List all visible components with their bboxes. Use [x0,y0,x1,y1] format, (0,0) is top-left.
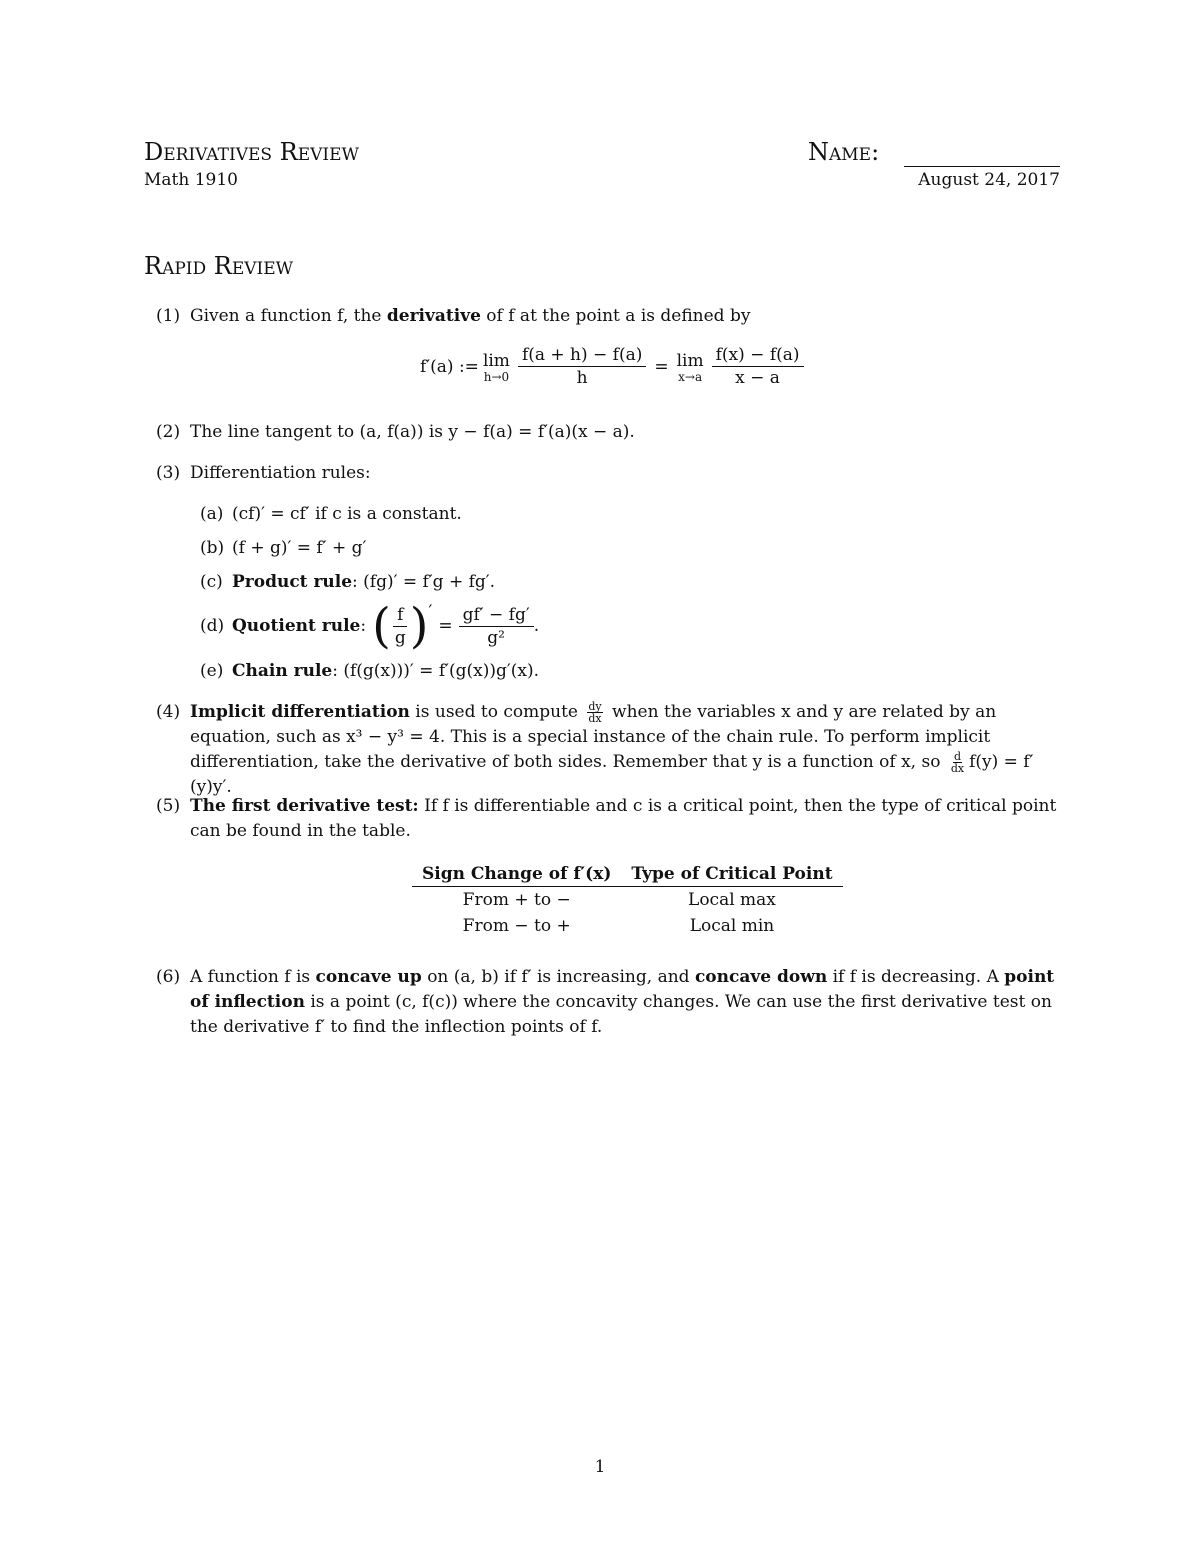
table-header: Type of Critical Point [621,862,842,887]
table-header: Sign Change of f′(x) [412,862,621,887]
numerator: gf′ − fg′ [459,604,534,627]
rule-name: Quotient rule [232,615,361,636]
item-text: f(y) = f′(y)y′. [190,752,1034,797]
list-item-5 [156,794,1062,844]
equals-sign: = [654,356,669,377]
rule-label: (e) [200,661,224,681]
lim-text: lim [482,350,510,371]
item-text: is used to compute [409,702,584,722]
limit-x [677,351,704,383]
list-item-3 [156,461,1062,486]
numerator: f [393,604,407,627]
list-item-1 [156,304,1062,329]
lim-subscript: h→0 [483,369,510,384]
rule-name: Product rule [232,572,353,592]
item-number: (5) [156,796,181,816]
dy-dx-fraction [587,701,602,724]
name-blank-line[interactable] [904,166,1060,167]
rule-a [200,502,462,527]
numerator: f(a + h) − f(a) [518,344,646,367]
item-text: if f is decreasing. A [827,967,1005,987]
fraction-1 [518,344,646,389]
fraction-f-over-g [391,604,410,649]
rule-label: (b) [200,538,225,558]
limit-h [483,351,510,383]
item-text: Differentiation rules: [190,463,371,483]
prime-mark: ′ [428,602,433,622]
lim-text: lim [676,350,704,371]
rule-text: : (fg)′ = f′g + fg′. [352,572,496,592]
item-number: (1) [156,306,181,326]
fraction-2 [712,344,804,389]
denominator: h [576,368,588,388]
rule-label: (d) [200,615,225,636]
denominator: dx [950,762,965,775]
table-row [412,887,843,914]
document-title: Derivatives Review [144,138,360,166]
critical-point-table [412,862,843,939]
numerator: f(x) − f(a) [712,344,804,367]
table-row [412,913,843,939]
item-number: (6) [156,967,181,987]
lim-subscript: x→a [678,369,703,384]
list-item-2 [156,420,1062,445]
rule-text: (cf)′ = cf′ if c is a constant. [232,504,462,524]
list-item-4 [156,700,1062,800]
item-number: (3) [156,463,181,483]
numerator: dy [588,700,602,713]
denominator: g² [487,627,505,648]
item-text: is a point (c, f(c)) where the concavity changes. We can use the first derivative test on the derivative f′ to find the inflection points of f. [190,992,1052,1037]
rule-d [200,598,539,654]
rule-b [200,536,366,561]
fraction-quotient [459,604,534,649]
name-label: Name: [808,138,880,166]
item-text: The line tangent to (a, f(a)) is y − f(a) = f′(a)(x − a). [190,422,635,442]
left-paren: ( [372,598,391,654]
bold-term: point of inflection [190,967,1055,1012]
item-text: on (a, b) if f′ is increasing, and [421,967,695,987]
d-dx-fraction [950,751,965,774]
table-cell: From − to + [462,916,571,936]
equals-sign: = [438,615,453,636]
item-text: If f is differentiable and c is a critical point, then the type of critical point can be found in the table. [190,796,1057,841]
rule-label: (c) [200,572,223,592]
table-header-row [412,862,843,887]
denominator: dx [588,712,602,725]
item-text: A function f is [190,967,316,987]
bold-term: The first derivative test: [190,796,419,816]
item-text: Given a function f, the [190,306,387,326]
rule-colon: : [360,615,367,636]
period: . [533,615,540,636]
rule-e [200,659,539,684]
bold-term: derivative [386,306,481,326]
right-paren: ) [409,598,429,654]
page-number: 1 [594,1457,606,1477]
item-text: of f at the point a is defined by [480,306,751,326]
course-label: Math 1910 [144,170,238,190]
table-cell: From + to − [462,890,571,910]
item-text: when the variables x and y are related by an equation, such as x³ − y³ = 4. This is a special instance of the chain rule. To perform implicit differentiation, take the derivative of both sides. Remember that y is a function of x, so [190,702,997,772]
rule-text: : (f(g(x)))′ = f′(g(x))g′(x). [332,661,539,681]
rule-name: Chain rule [232,661,333,681]
denominator: x − a [735,368,780,388]
bold-term: concave up [315,967,422,987]
rule-label: (a) [200,504,224,524]
numerator: d [953,750,961,763]
item-number: (4) [156,702,181,722]
derivative-definition-formula [420,344,808,389]
item-number: (2) [156,422,181,442]
section-title: Rapid Review [144,252,294,280]
bold-term: Implicit differentiation [190,702,410,722]
table-cell: Local min [689,916,775,936]
list-item-6 [156,965,1062,1040]
rule-text: (f + g)′ = f′ + g′ [232,538,367,558]
date-label: August 24, 2017 [918,170,1060,190]
table-cell: Local max [688,890,776,910]
rule-c [200,570,495,595]
formula-lhs: f′(a) := [420,356,479,377]
denominator: g [394,627,406,648]
bold-term: concave down [694,967,828,987]
